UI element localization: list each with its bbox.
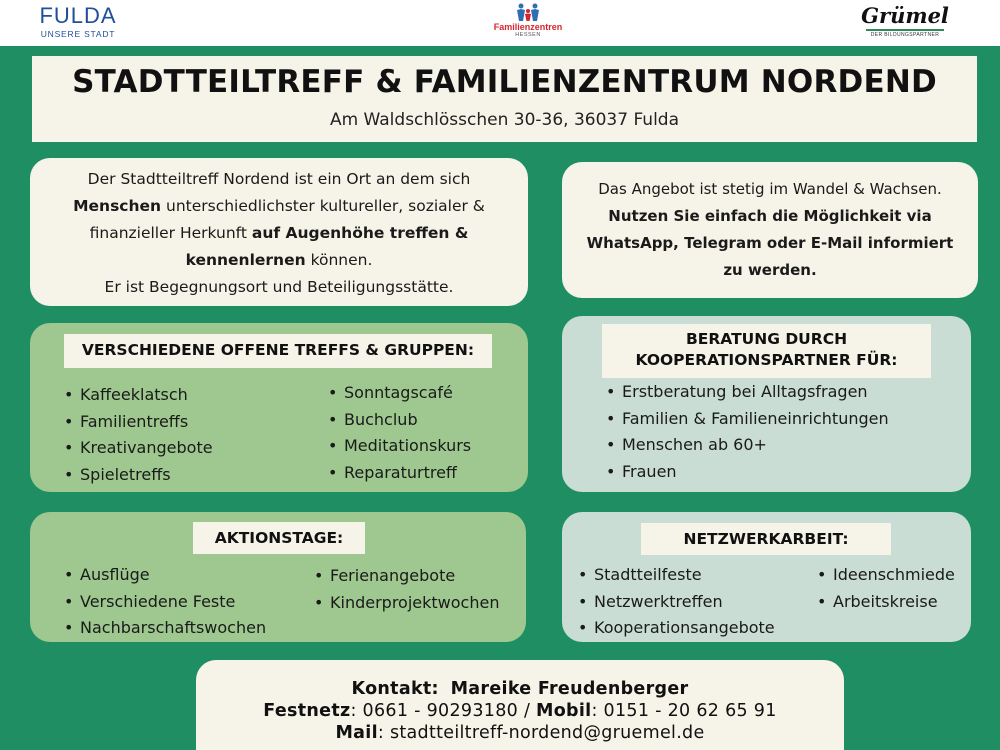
offer-emphasis: Nutzen Sie einfach die Möglichkeit via (608, 207, 932, 225)
familienzentren-logo-name: Familienzentren (493, 22, 563, 32)
offer-card (562, 162, 978, 298)
familienzentren-logo-region: HESSEN (515, 32, 541, 38)
offer-emphasis: zu werden. (723, 261, 817, 279)
offer-line (562, 257, 978, 284)
action-list-left (64, 562, 266, 642)
address: Am Waldschlösschen 30-36, 36037 Fulda (329, 110, 680, 130)
contact-mail-line (196, 722, 844, 744)
offer-line (562, 203, 978, 230)
list-item: • Verschiedene Feste (64, 589, 266, 616)
list-item: • Menschen ab 60+ (606, 432, 889, 459)
intro-emphasis: auf Augenhöhe treffen & (251, 224, 469, 242)
landline-label: Festnetz (263, 701, 351, 721)
title-box (32, 56, 977, 142)
list-item: • Ausflüge (64, 562, 266, 589)
list-item: • Arbeitskreise (817, 589, 955, 616)
network-list-left (578, 562, 775, 642)
fulda-logo-tagline: UNSERE STADT (40, 29, 116, 39)
intro-line (30, 274, 528, 301)
intro-text: können. (305, 251, 373, 269)
list-item: • Stadtteilfeste (578, 562, 775, 589)
list-item: • Ferienangebote (314, 563, 499, 590)
groups-heading: VERSCHIEDENE OFFENE TREFFS & GRUPPEN: (64, 334, 492, 368)
page-title: STADTTEILTREFF & FAMILIENZENTRUM NORDEND (72, 64, 937, 100)
groups-list-right (328, 380, 471, 486)
list-item: • Spieletreffs (64, 462, 213, 489)
list-item: • Familientreffs (64, 409, 213, 436)
contact-box (196, 660, 844, 750)
intro-line (30, 220, 528, 247)
advice-list (606, 379, 889, 485)
contact-person-line (196, 678, 844, 700)
gruemel-logo-tagline: DER BILDUNGSPARTNER (870, 32, 940, 38)
intro-line (30, 247, 528, 274)
offer-emphasis: WhatsApp, Telegram oder E-Mail informiert (586, 234, 954, 252)
mobile-label: Mobil (536, 701, 592, 721)
contact-label: Kontakt: (351, 679, 439, 699)
list-item: • Netzwerktreffen (578, 589, 775, 616)
mobile-number: : 0151 - 20 62 65 91 (591, 701, 777, 721)
advice-heading (602, 324, 931, 378)
list-item: • Reparaturtreff (328, 460, 471, 487)
intro-emphasis: Menschen (73, 197, 162, 215)
list-item: • Buchclub (328, 407, 471, 434)
familienzentren-logo (488, 2, 568, 44)
network-heading: NETZWERKARBEIT: (641, 523, 891, 555)
intro-text: unterschiedlichster kultureller, sozialer & (161, 197, 485, 215)
list-item: • Kinderprojektwochen (314, 590, 499, 617)
gruemel-logo-rule (866, 29, 944, 31)
family-figures-icon (514, 2, 542, 22)
list-item: • Kooperationsangebote (578, 615, 775, 642)
action-list-right (314, 563, 499, 616)
intro-text: finanzieller Herkunft (89, 224, 252, 242)
list-item: • Meditationskurs (328, 433, 471, 460)
logo-bar (0, 0, 1000, 46)
list-item: • Erstberatung bei Alltagsfragen (606, 379, 889, 406)
intro-text: Der Stadtteiltreff Nordend ist ein Ort an dem sich (87, 170, 471, 188)
mail-label: Mail (335, 723, 378, 743)
fulda-logo-name: FULDA (39, 3, 117, 28)
list-item: • Nachbarschaftswochen (64, 615, 266, 642)
list-item: • Kreativangebote (64, 435, 213, 462)
list-item: • Ideenschmiede (817, 562, 955, 589)
intro-card (30, 158, 528, 306)
gruemel-logo (860, 4, 950, 44)
network-list-right (817, 562, 955, 615)
groups-list-left (64, 382, 213, 488)
intro-emphasis: kennenlernen (185, 251, 306, 269)
intro-line (30, 193, 528, 220)
list-item: • Familien & Familieneinrichtungen (606, 406, 889, 433)
advice-heading-line: KOOPERATIONSPARTNER FÜR: (635, 351, 898, 369)
intro-line (30, 166, 528, 193)
action-heading: AKTIONSTAGE: (193, 522, 365, 554)
offer-line (562, 230, 978, 257)
contact-name: Mareike Freudenberger (450, 679, 689, 699)
offer-line: Das Angebot ist stetig im Wandel & Wachsen. (598, 180, 942, 198)
landline-number: : 0661 - 90293180 / (350, 701, 537, 721)
list-item: • Frauen (606, 459, 889, 486)
intro-text: Er ist Begegnungsort und Beteiligungsstätte. (104, 278, 454, 296)
list-item: • Sonntagscafé (328, 380, 471, 407)
contact-phone-line (196, 700, 844, 722)
advice-heading-line: BERATUNG DURCH (685, 330, 848, 348)
gruemel-logo-name: Grümel (861, 3, 949, 28)
mail-address[interactable]: : stadtteiltreff-nordend@gruemel.de (377, 723, 705, 743)
fulda-logo (28, 4, 128, 42)
list-item: • Kaffeeklatsch (64, 382, 213, 409)
